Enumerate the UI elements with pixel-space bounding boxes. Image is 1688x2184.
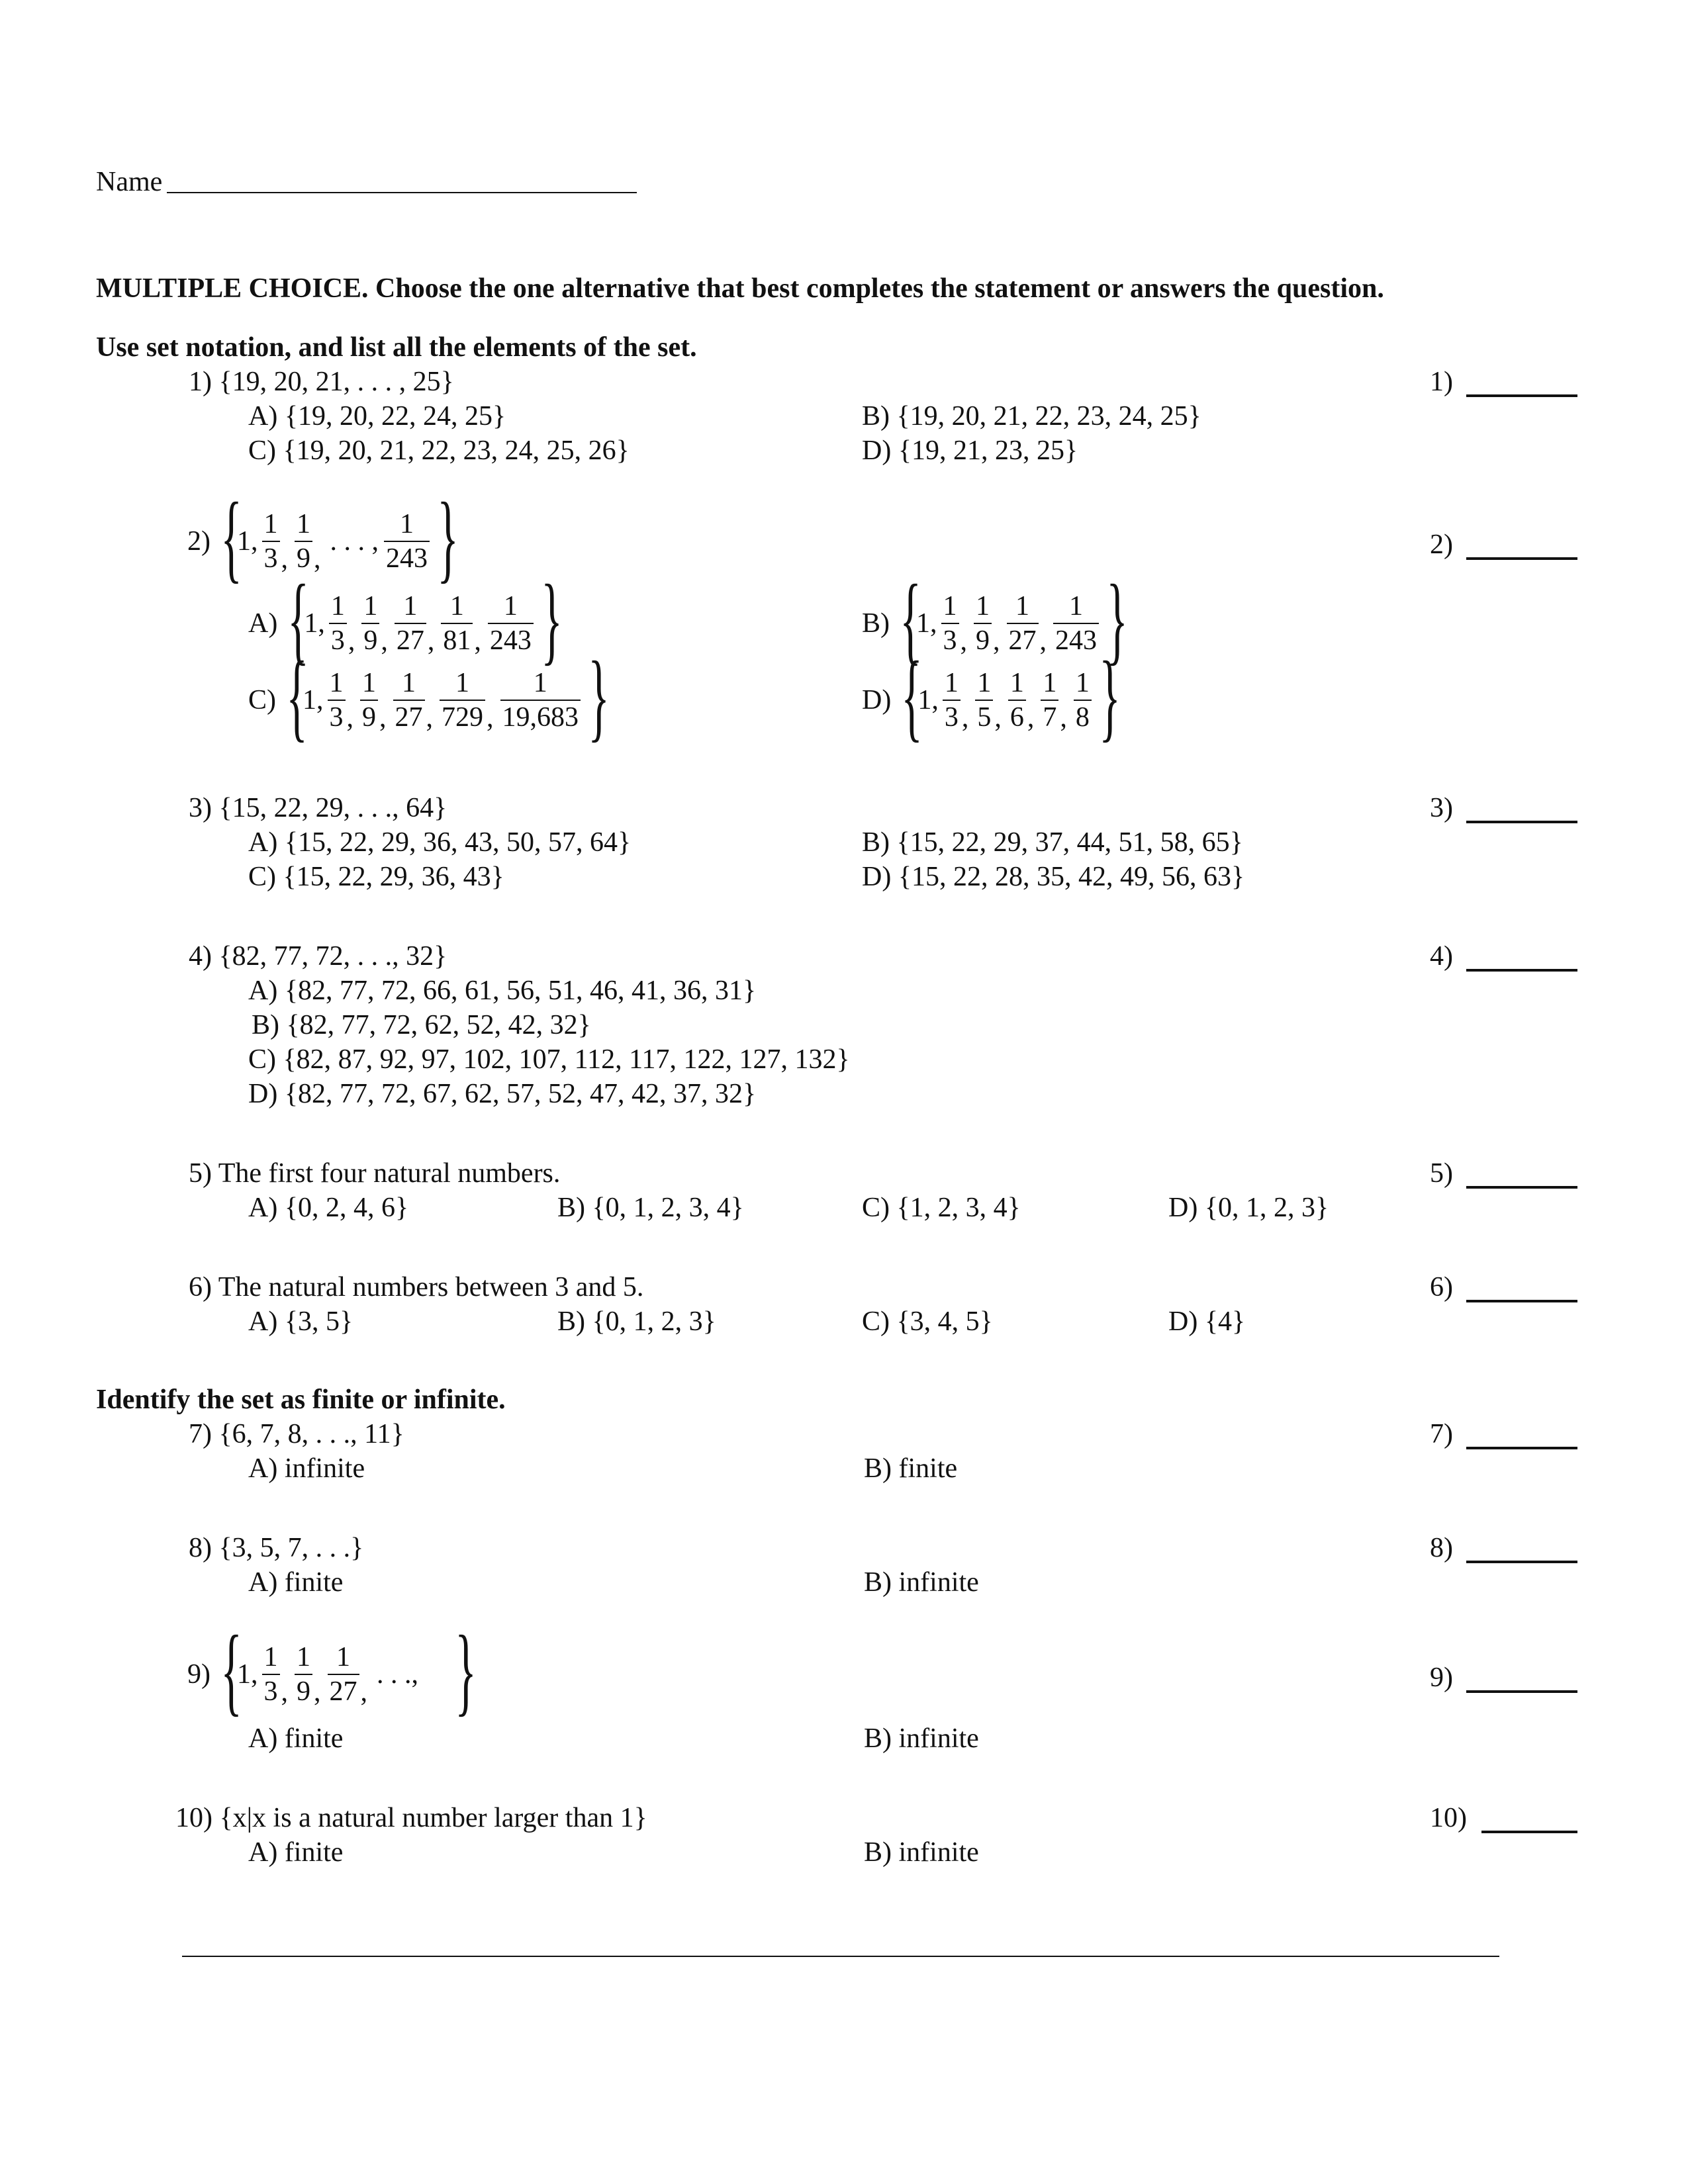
question-1-option-b[interactable]: B) {19, 20, 21, 22, 23, 24, 25} [862, 401, 1201, 432]
fraction: $\frac{1}{3}$ [262, 1643, 280, 1706]
answer-10-label: 10) [1430, 1803, 1467, 1833]
fraction: $\frac{1}{9}$ [295, 510, 312, 572]
question-9-option-b[interactable]: B) infinite [864, 1723, 979, 1754]
question-2-option-a[interactable]: A) { 1, $\frac{1}{3}$ , $\frac{1}{9}$ , $\frac{1}{27}$ , $\frac{1}{81}$ , $\frac{1}{243}$ } [248, 565, 563, 674]
question-8-option-b[interactable]: B) infinite [864, 1567, 979, 1598]
question-6-option-d[interactable]: D) {4} [1168, 1306, 1246, 1337]
question-2-option-b[interactable]: B) { 1, $\frac{1}{3}$ , $\frac{1}{9}$ , $\frac{1}{27}$ , $\frac{1}{243}$ } [862, 565, 1128, 674]
question-5-option-c[interactable]: C) {1, 2, 3, 4} [862, 1193, 1021, 1223]
answer-8-blank[interactable] [1466, 1561, 1577, 1563]
question-7-option-b[interactable]: B) finite [864, 1453, 958, 1484]
question-3-stem: 3) {15, 22, 29, . . ., 64} [189, 793, 447, 823]
answer-2-blank[interactable] [1466, 557, 1577, 560]
answer-1-label: 1) [1430, 367, 1453, 397]
question-4-option-b[interactable]: B) {82, 77, 72, 62, 52, 42, 32} [252, 1010, 591, 1040]
question-9-option-a[interactable]: A) finite [248, 1723, 344, 1754]
answer-10-blank[interactable] [1481, 1831, 1577, 1833]
fraction: $\frac{1}{27}$ [395, 592, 426, 655]
question-9-stem: 9) { 1, $\frac{1}{3}$ , $\frac{1}{9}$ , $\frac{1}{27}$ , . . ., } [187, 1615, 477, 1725]
question-8-stem: 8) {3, 5, 7, . . .} [189, 1533, 364, 1563]
fraction: $\frac{1}{9}$ [295, 1643, 312, 1706]
question-4-option-a[interactable]: A) {82, 77, 72, 66, 61, 56, 51, 46, 41, 36, 31} [248, 976, 757, 1006]
answer-4-label: 4) [1430, 941, 1453, 972]
answer-6-label: 6) [1430, 1272, 1453, 1302]
question-7-option-a[interactable]: A) infinite [248, 1453, 365, 1484]
question-8-option-a[interactable]: A) finite [248, 1567, 344, 1598]
question-6-option-a[interactable]: A) {3, 5} [248, 1306, 353, 1337]
fraction: $\frac{1}{7}$ [1041, 669, 1058, 731]
question-4-option-d[interactable]: D) {82, 77, 72, 67, 62, 57, 52, 47, 42, 37, 32} [248, 1079, 757, 1109]
name-label: Name [96, 167, 163, 197]
fraction: $\frac{1}{6}$ [1008, 669, 1026, 731]
question-3-option-a[interactable]: A) {15, 22, 29, 36, 43, 50, 57, 64} [248, 827, 632, 858]
footer-divider [182, 1956, 1499, 1957]
name-blank[interactable] [167, 192, 637, 193]
question-4-option-c[interactable]: C) {82, 87, 92, 97, 102, 107, 112, 117, 122, 127, 132} [248, 1044, 850, 1075]
answer-4-blank[interactable] [1466, 969, 1577, 972]
question-7-stem: 7) {6, 7, 8, . . ., 11} [189, 1419, 404, 1449]
question-2-stem: 2) { 1, $\frac{1}{3}$ , $\frac{1}{9}$ , . . . , $\frac{1}{243}$ } [187, 482, 459, 592]
fraction: $\frac{1}{3}$ [329, 592, 347, 655]
answer-9-blank[interactable] [1466, 1690, 1577, 1693]
question-5-option-d[interactable]: D) {0, 1, 2, 3} [1168, 1193, 1329, 1223]
answer-5-label: 5) [1430, 1158, 1453, 1189]
fraction: $\frac{1}{3}$ [941, 592, 959, 655]
fraction: $\frac{1}{27}$ [328, 1643, 359, 1706]
question-3-option-d[interactable]: D) {15, 22, 28, 35, 42, 49, 56, 63} [862, 862, 1245, 892]
fraction: $\frac{1}{8}$ [1074, 669, 1092, 731]
answer-9-label: 9) [1430, 1662, 1453, 1693]
question-6-option-c[interactable]: C) {3, 4, 5} [862, 1306, 993, 1337]
question-1-option-c[interactable]: C) {19, 20, 21, 22, 23, 24, 25, 26} [248, 435, 630, 466]
question-5-stem: 5) The first four natural numbers. [189, 1158, 561, 1189]
answer-7-blank[interactable] [1466, 1447, 1577, 1449]
fraction: $\frac{1}{9}$ [361, 592, 379, 655]
fraction: $\frac{1}{729}$ [440, 669, 485, 731]
fraction: $\frac{1}{9}$ [974, 592, 992, 655]
fraction: $\frac{1}{81}$ [441, 592, 473, 655]
question-1-option-a[interactable]: A) {19, 20, 22, 24, 25} [248, 401, 506, 432]
answer-8-label: 8) [1430, 1533, 1453, 1563]
section-heading-finite-infinite: Identify the set as finite or infinite. [96, 1385, 506, 1415]
fraction: $\frac{1}{243}$ [1053, 592, 1099, 655]
fraction: $\frac{1}{27}$ [1007, 592, 1039, 655]
question-10-option-b[interactable]: B) infinite [864, 1837, 979, 1868]
instructions: MULTIPLE CHOICE. Choose the one alternative that best completes the statement or answers the question. [96, 273, 1384, 304]
fraction: $\frac{1}{243}$ [384, 510, 430, 572]
fraction: $\frac{1}{243}$ [488, 592, 534, 655]
question-6-option-b[interactable]: B) {0, 1, 2, 3} [557, 1306, 716, 1337]
answer-2-label: 2) [1430, 529, 1453, 560]
answer-1-blank[interactable] [1466, 394, 1577, 397]
question-5-option-a[interactable]: A) {0, 2, 4, 6} [248, 1193, 409, 1223]
question-6-stem: 6) The natural numbers between 3 and 5. [189, 1272, 644, 1302]
question-10-stem: 10) {x|x is a natural number larger than 1} [175, 1803, 647, 1833]
question-5-option-b[interactable]: B) {0, 1, 2, 3, 4} [557, 1193, 744, 1223]
question-2-option-d[interactable]: D) { 1, $\frac{1}{3}$ , $\frac{1}{5}$ , $\frac{1}{6}$ , $\frac{1}{7}$ , $\frac{1}{8}$ } [862, 641, 1121, 751]
fraction: $\frac{1}{3}$ [262, 510, 280, 572]
question-1-option-d[interactable]: D) {19, 21, 23, 25} [862, 435, 1078, 466]
question-10-option-a[interactable]: A) finite [248, 1837, 344, 1868]
question-1-stem: 1) {19, 20, 21, . . . , 25} [189, 367, 454, 397]
answer-3-blank[interactable] [1466, 821, 1577, 823]
fraction: $\frac{1}{5}$ [975, 669, 993, 731]
section-heading-set-notation: Use set notation, and list all the elements of the set. [96, 332, 697, 363]
question-2-option-c[interactable]: C) { 1, $\frac{1}{3}$ , $\frac{1}{9}$ , $\frac{1}{27}$ , $\frac{1}{729}$ , $\frac{1}{19,683}$ } [248, 641, 610, 751]
question-3-option-c[interactable]: C) {15, 22, 29, 36, 43} [248, 862, 504, 892]
fraction: $\frac{1}{19,683}$ [500, 669, 581, 731]
answer-7-label: 7) [1430, 1419, 1453, 1449]
answer-3-label: 3) [1430, 793, 1453, 823]
fraction: $\frac{1}{9}$ [360, 669, 378, 731]
question-4-stem: 4) {82, 77, 72, . . ., 32} [189, 941, 447, 972]
fraction: $\frac{1}{3}$ [943, 669, 961, 731]
answer-6-blank[interactable] [1466, 1300, 1577, 1302]
answer-5-blank[interactable] [1466, 1186, 1577, 1189]
fraction: $\frac{1}{3}$ [328, 669, 346, 731]
question-3-option-b[interactable]: B) {15, 22, 29, 37, 44, 51, 58, 65} [862, 827, 1243, 858]
fraction: $\frac{1}{27}$ [393, 669, 425, 731]
